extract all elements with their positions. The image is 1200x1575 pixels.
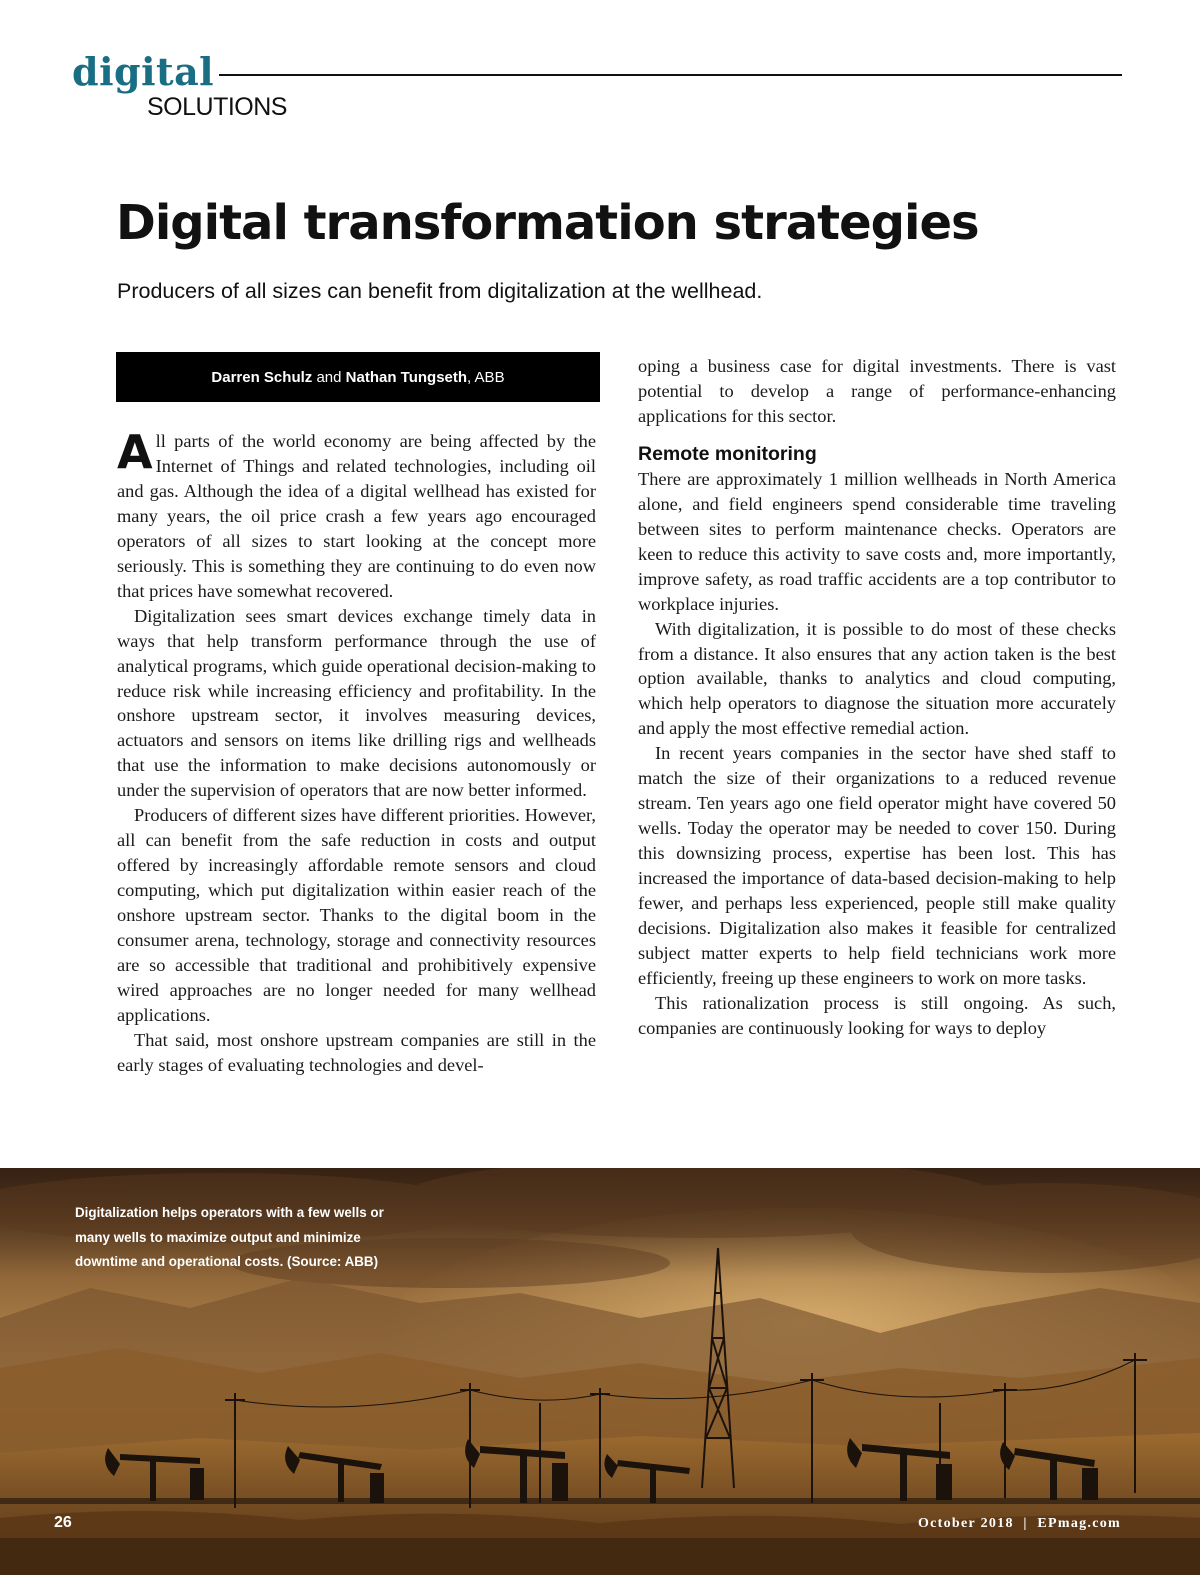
section-tag [72, 50, 1122, 125]
body-paragraph: Digitalization sees smart devices exchange timely data in ways that help transform performance through the use of analytical programs, which guide operational decision-making to reduce risk while increasing efficiency and profitability. In the onshore upstream sector, it involves measuring devices, actuators and sensors on items like drilling rigs and wellheads that use the information to make decisions autonomously or under the supervision of operators that are now better informed. [117, 605, 596, 801]
body-paragraph: With digitalization, it is possible to do most of these checks from a distance. It also ensures that any action taken is the best option available, thanks to analytics and cloud computing, which help operators to diagnose the situation more accurately and apply the most effective remedial action. [638, 618, 1116, 739]
section-tag-sub: SOLUTIONS [147, 93, 287, 121]
body-paragraph: In recent years companies in the sector have shed staff to match the size of their organizations to a reduced revenue stream. Ten years ago one field operator might have covered 50 wells. Today the operator may be needed to cover 150. During this downsizing process, expertise has been lost. This has increased the importance of data-based decision-making to help fewer, and perhaps less experienced, people still make quality decisions. Digitalization also makes it feasible for centralized subject matter experts to help field technicians work more efficiently, freeing up these engineers to work on more tasks. [638, 743, 1116, 988]
body-paragraph-continued: oping a business case for digital investments. There is vast potential to develop a range of performance-enhancing applications for this sector. [638, 356, 1116, 426]
byline-connector: and [312, 368, 346, 386]
section-tag-word: digital [72, 49, 215, 94]
byline-author-2: Nathan Tungseth [345, 368, 468, 386]
body-paragraph: There are approximately 1 million wellheads in North America alone, and field engineers spend considerable time traveling between sites to perform maintenance checks. Operators are keen to reduce this activity to save costs and, more importantly, improve safety, as road traffic accidents are a top contributor to workplace injuries. [638, 468, 1116, 614]
photo-caption: Digitalization helps operators with a few wells or many wells to maximize output and minimize downtime and operational costs. (Source: ABB) [75, 1205, 384, 1269]
body-paragraph: Producers of different sizes have different priorities. However, all can benefit from the safe reduction in costs and output offered by increasingly affordable remote sensors and cloud computing, which put digitalization within easier reach of the onshore upstream sector. Thanks to the digital boom in the consumer arena, technology, storage and connectivity resources are so accessible that traditional and prohibitively expensive wired approaches are no longer needed for many wellhead applications. [117, 805, 596, 1025]
body-column-left [117, 425, 596, 1078]
oilfield-photo [0, 1168, 1200, 1575]
body-paragraph: This rationalization process is still ongoing. As such, companies are continuously looking for ways to deploy [638, 992, 1116, 1038]
footer-issue-info: October 2018 | EPmag.com [917, 1516, 1121, 1531]
body-paragraph: That said, most onshore upstream companies are still in the early stages of evaluating technologies and devel- [117, 1029, 596, 1075]
body-paragraph [117, 425, 596, 604]
body-column-right [638, 354, 1116, 1041]
section-rule [219, 74, 1122, 76]
byline-bar [116, 352, 600, 402]
byline-affiliation: , ABB [467, 368, 505, 386]
page-number: 26 [54, 1514, 72, 1531]
article-deck: Producers of all sizes can benefit from digitalization at the wellhead. [117, 279, 763, 303]
subheading-remote-monitoring: Remote monitoring [638, 442, 817, 465]
drop-cap: A [117, 425, 153, 479]
body-paragraph-text: ll parts of the world economy are being affected by the Internet of Things and related technologies, including oil and gas. Although the idea of a digital wellhead has existed for many years, the oil price crash a few years ago encouraged operators of all sizes to start looking at the concept more seriously. This is something they are continuing to do even now that prices have somewhat recovered. [117, 431, 596, 601]
byline-author-1: Darren Schulz [211, 368, 313, 386]
article-headline: Digital transformation strategies [116, 195, 979, 251]
